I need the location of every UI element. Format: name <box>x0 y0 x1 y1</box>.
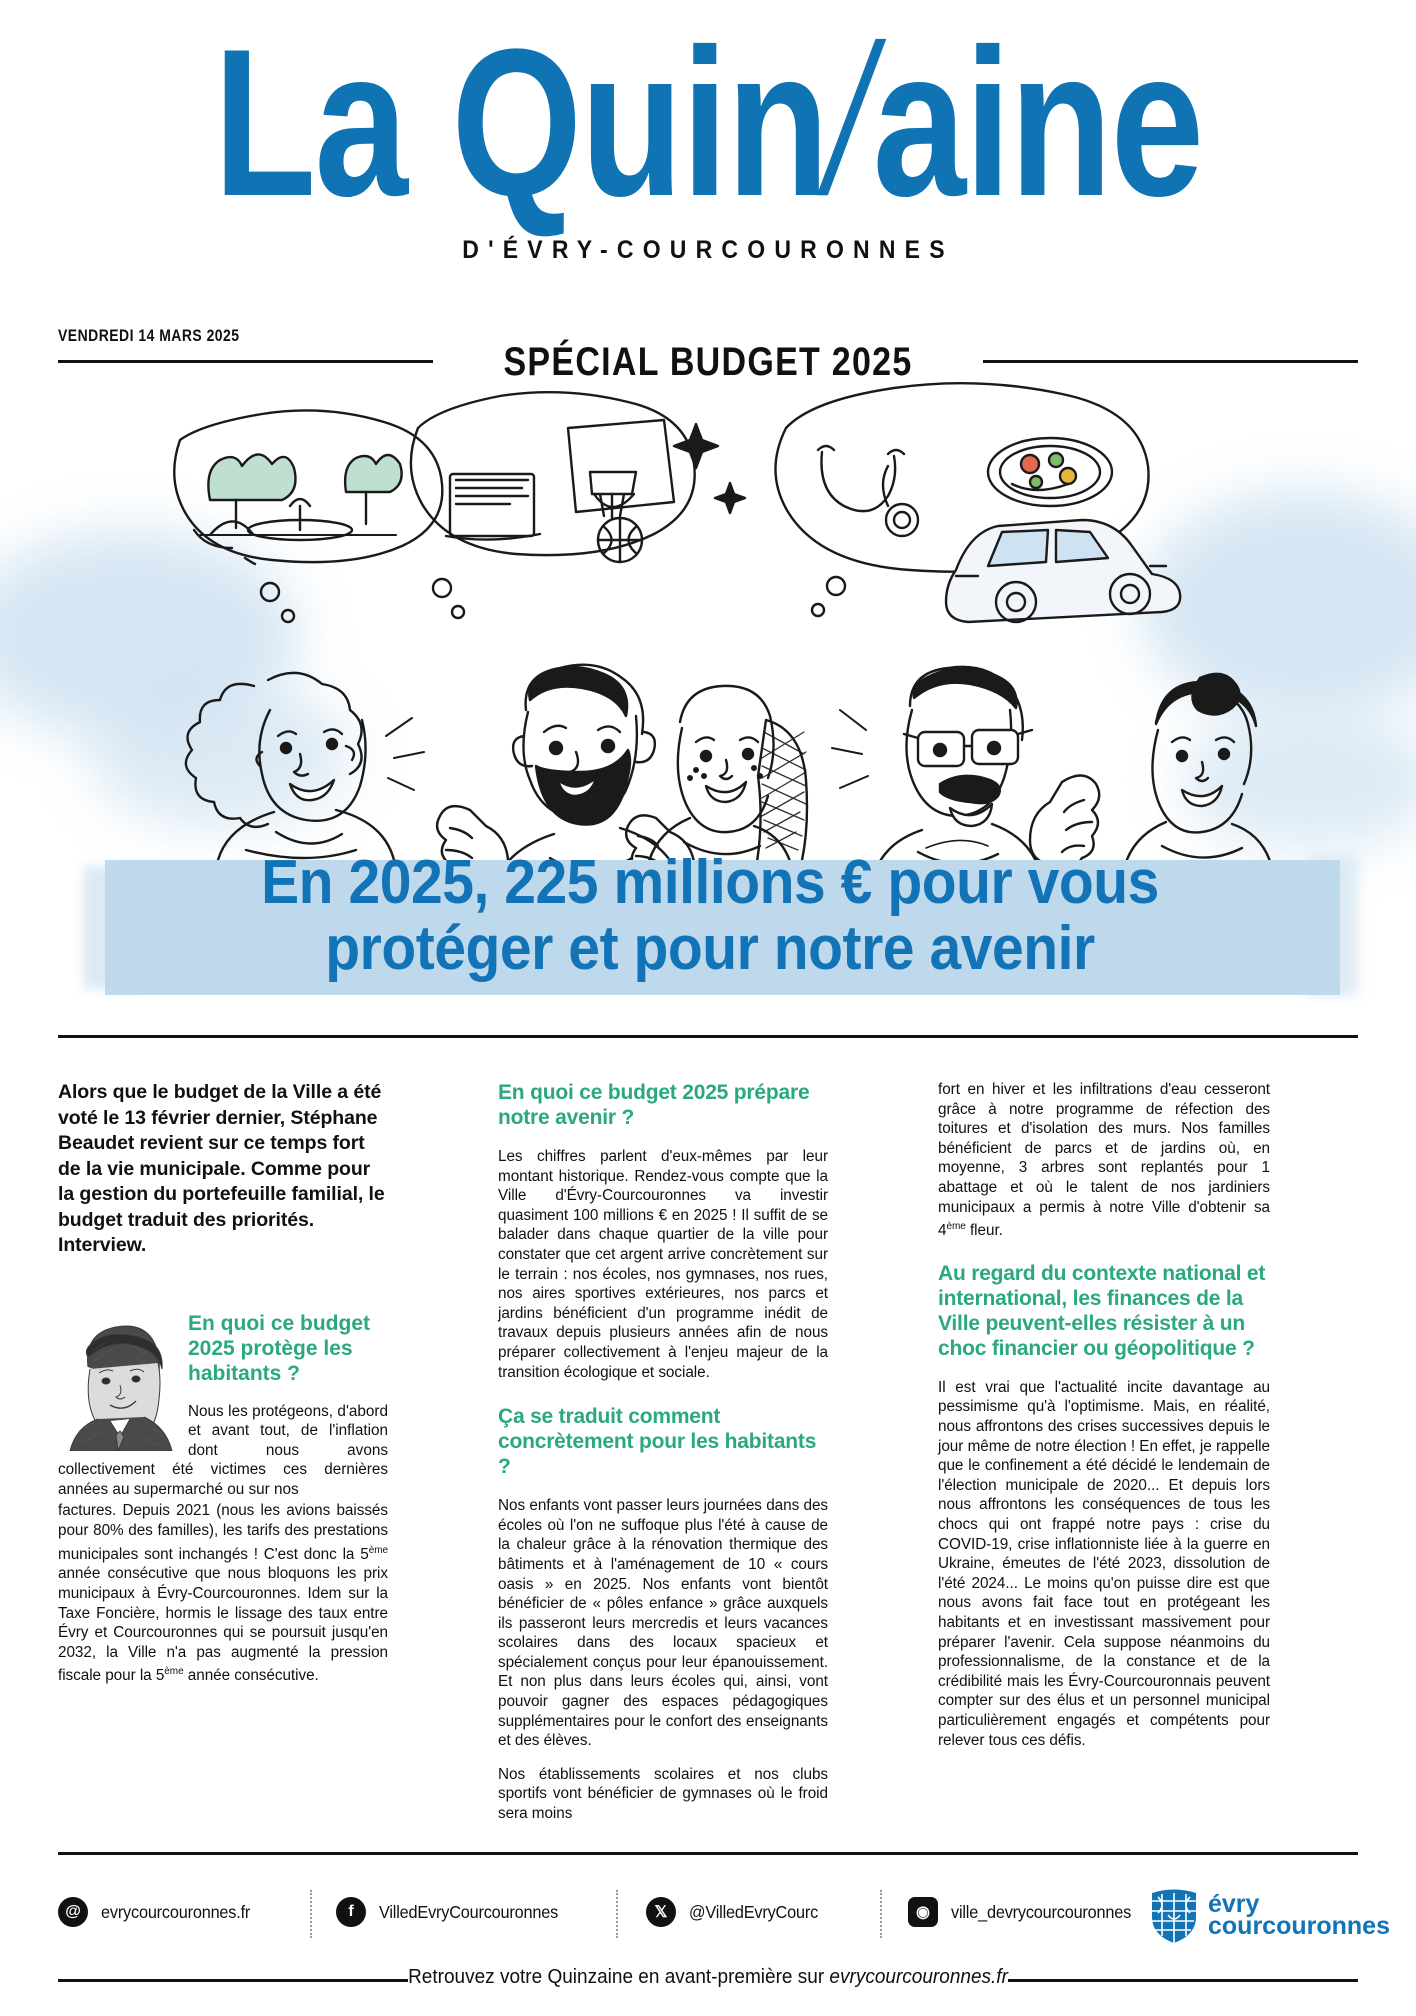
column-middle <box>498 1080 828 1824</box>
masthead <box>0 1 1416 264</box>
social-link-website[interactable] <box>58 1890 261 1934</box>
question-heading-right: Au regard du contexte national et international, les finances de la Ville peuvent-elles résister à un choc financier ou géopolitique ? <box>938 1261 1266 1360</box>
social-label-x-twitter: @VilledEvryCourc <box>689 1901 819 1922</box>
lede-paragraph: Alors que le budget de la Ville a été voté le 13 février dernier, Stéphane Beaudet revient sur ce temps fort de la vie municipale. Comme pour la gestion du portefeuille familial, le budget traduit des priorités. Interview. <box>58 1081 385 1256</box>
article-columns <box>58 1080 1360 1823</box>
title-part-1: La Quin <box>213 5 828 240</box>
answer-middle-2a: Nos enfants vont passer leurs journées dans des écoles où l'on ne suffoque plus l'été à cause de la chaleur grâce à la rénovation thermique des bâtiments et à l'aménagement de 10 « cours oasis » en 2025. Nos enfants vont bientôt bénéficier de « pôles enfance » grâce auxquels ils passeront leurs mercredis et leurs vacances scolaires dans des locaux spacieux et spécialement conçus pour leur épanouissement. Et non plus dans leurs écoles qui, ainsi, vont pouvoir gagner des espaces pédagogiques supplémentaires pour le confort des enseignants et des élèves. <box>498 1497 828 1750</box>
question-heading-middle-2: Ça se traduit comment concrètement pour les habitants ? <box>498 1405 817 1479</box>
social-label-facebook: VilledEvryCourcouronnes <box>379 1901 559 1922</box>
evry-courcouronnes-emblem-icon <box>1148 1887 1200 1943</box>
publication-title <box>142 1 1275 240</box>
social-links-bar <box>58 1890 1138 1952</box>
x-twitter-icon: 𝕏 <box>646 1897 676 1927</box>
date-and-special-row <box>0 326 1416 384</box>
special-issue-label: SPÉCIAL BUDGET 2025 <box>503 340 913 384</box>
social-link-x-twitter[interactable] <box>646 1890 828 1934</box>
headline-line-1: En 2025, 225 millions € pour vous <box>261 848 1159 917</box>
social-label-website: evrycourcouronnes.fr <box>101 1901 251 1922</box>
answer-left-rest <box>58 1501 388 1686</box>
divider <box>616 1890 618 1938</box>
city-logo-line-2: courcouronnes <box>1208 1912 1390 1940</box>
publication-subtitle: D'ÉVRY-COURCOURONNES <box>462 236 954 264</box>
ordinal-sup-1: ème <box>368 1544 388 1556</box>
answer-middle-1: Les chiffres parlent d'eux-mêmes par leur montant historique. Rendez-vous compte que la Ville d'Évry-Courcouronnes va investir quasiment 100 millions € en 2025 ! Il suffit de se balader dans chaque quartier de la ville pour constater que cet argent arrive concrètement sur le terrain : nos écoles, nos gymnases, nos rues, nos aires sportives extérieures, nos parcs et jardins bénéficient d'un programme inédit de travaux depuis plusieurs années afin de nous préparer collectivement à l'enjeu majeur de la transition écologique et sociale. <box>498 1148 828 1381</box>
city-logo-line-1: évry <box>1208 1890 1260 1918</box>
answer-right-continued <box>938 1080 1270 1241</box>
question-heading-left: En quoi ce budget 2025 protège les habitants ? <box>188 1311 370 1385</box>
tagline-text: Retrouvez votre Quinzaine en avant-première sur <box>408 1966 830 1988</box>
city-logo <box>1148 1884 1390 1946</box>
column-right <box>938 1080 1270 1750</box>
social-link-instagram[interactable] <box>908 1890 1145 1934</box>
interviewee-portrait-photo <box>58 1311 176 1451</box>
social-link-facebook[interactable] <box>336 1890 572 1934</box>
title-slash-glyph: / <box>803 1 897 236</box>
answer-right-cont: fort en hiver et les infiltrations d'eau cesseront grâce à notre programme de réfection des toitures et d'isolation des murs. Nos familles bénéficient de parcs et de jardins où, en moyenne, 3 arbres sont replantés pour 1 abattage et où le talent de nos jardiniers municipaux a permis à notre Ville d'obtenir sa 4 <box>938 1081 1270 1240</box>
answer-left-b: année consécutive que nous bloquons les prix municipaux à Évry-Courcouronnes. Idem sur la Taxe Foncière, hormis le lissage des taux entre Évry et Courcouronnes qui se poursuit jusqu'en 2032, la Ville n'a pas augmenté la pression fiscale pour la 5 <box>58 1565 388 1685</box>
instagram-icon: ◉ <box>908 1897 938 1927</box>
interviewee-block <box>58 1311 388 1500</box>
question-heading-middle-1: En quoi ce budget 2025 prépare notre avenir ? <box>498 1081 810 1129</box>
social-label-instagram: ville_devrycourcouronnes <box>951 1901 1132 1922</box>
tagline-site: evrycourcouronnes.fr <box>829 1966 1008 1988</box>
answer-middle-2b: Nos établissements scolaires et nos clubs sportifs vont bénéficier de gymnases où le froid sera moins <box>498 1765 828 1823</box>
ordinal-sup-2: ème <box>164 1666 184 1678</box>
answer-right-cont-end: fleur. <box>965 1222 1003 1240</box>
divider <box>880 1890 882 1938</box>
at-icon: @ <box>58 1897 88 1927</box>
issue-date: VENDREDI 14 MARS 2025 <box>58 326 240 345</box>
main-headline <box>112 850 1308 982</box>
answer-right: Il est vrai que l'actualité incite davantage au pessimisme qu'à l'optimisme. Mais, en réalité, nous affrontons des crises successives depuis le jour même de notre élection ! En effet, je rappelle que le confinement a été décidé le lendemain de l'élection municipale de 2020... Et depuis lors nous affrontons les conséquences de tous les chocs qui ont frappé notre pays : crise du COVID-19, crise inflationniste liée à la guerre en Ukraine, émeutes de l'été 2023, dissolution de l'été 2024... Le moins qu'on puisse dire est que nous avons fait face tout en protégeant les habitants et en investissant massivement pour préparer l'avenir. Cela suppose néanmoins du professionnalisme, de la constance et de la crédibilité mais les Évry-Courcouronnais peuvent compter sur des élus et un personnel municipal particulièrement engagés et compétents pour relever tous ces défis. <box>938 1378 1270 1749</box>
answer-left-wrap: Nous les protégeons, d'abord et avant tout, de l'inflation dont nous avons collectivement été victimes ces dernières années au supermarché ou sur nos <box>58 1402 388 1498</box>
footer-tagline <box>91 1966 1326 1989</box>
people-thought-bubbles-drawing <box>150 380 1280 860</box>
title-part-2: aine <box>872 5 1203 240</box>
footer-rule <box>58 1852 1358 1855</box>
facebook-icon: f <box>336 1897 366 1927</box>
city-logo-text <box>1208 1890 1390 1940</box>
footer-tagline-row <box>58 1966 1358 1996</box>
ordinal-sup-3: ème <box>946 1221 966 1233</box>
answer-left-a: factures. Depuis 2021 (nous les avions baissés pour 80% des familles), les tarifs des prestations municipales sont inchangés ! C'est donc la 5 <box>58 1502 388 1563</box>
headline-rule <box>58 1035 1358 1038</box>
answer-left-c: année consécutive. <box>183 1667 319 1685</box>
column-left <box>58 1080 388 1700</box>
headline-line-2: protéger et pour notre avenir <box>325 914 1095 983</box>
divider <box>310 1890 312 1938</box>
